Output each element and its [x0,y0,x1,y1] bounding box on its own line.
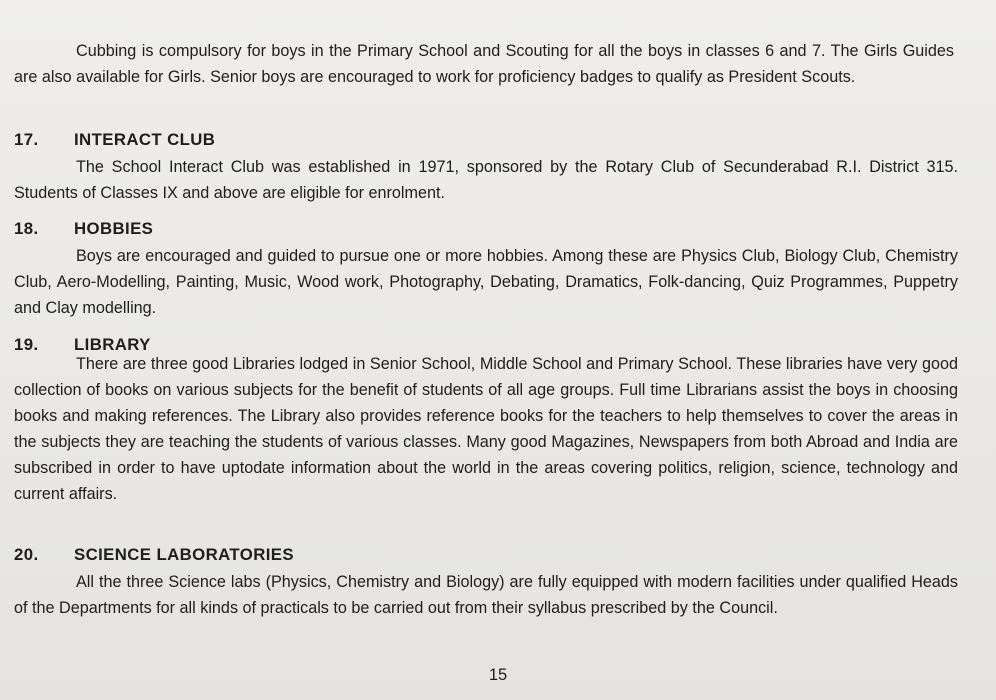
intro-text: Cubbing is compulsory for boys in the Primary School and Scouting for all the boys in classes 6 and 7. The Girls Guides are also available for Girls. Senior boys are encouraged to work for proficiency badges to qualify as President Scouts. [14,42,954,86]
page-number: 15 [488,666,508,684]
section-title: SCIENCE LABORATORIES [74,545,294,564]
section-title: HOBBIES [74,219,154,238]
section-hobbies [14,219,958,321]
section-heading [14,130,958,154]
section-body: There are three good Libraries lodged in Senior School, Middle School and Primary School. These libraries have very good collection of books on various subjects for the benefit of students of all age groups. Full time Librarians assist the boys in choosing books and making references. The Library also provides reference books for the teachers to help themselves to cover the areas in the subjects they are teaching the students of various classes. Many good Magazines, Newspapers from both Abroad and India are subscribed in order to have uptodate information about the world in the areas covering politics, religion, science, technology and current affairs. [14,355,958,503]
section-title: INTERACT CLUB [74,130,216,149]
section-library [14,335,958,507]
section-science-laboratories [14,545,958,621]
section-number: 17. [14,130,39,149]
section-heading [14,545,958,569]
section-title: LIBRARY [74,335,151,354]
section-heading [14,335,958,354]
section-body: The School Interact Club was established in 1971, sponsored by the Rotary Club of Secunderabad R.I. District 315. Students of Classes IX and above are eligible for enrolment. [14,158,958,202]
section-body: Boys are encouraged and guided to pursue one or more hobbies. Among these are Physics Club, Biology Club, Chemistry Club, Aero-Modelling, Painting, Music, Wood work, Photography, Debating, Dramatics, Folk-dancing, Quiz Programmes, Puppetry and Clay modelling. [14,247,958,317]
section-heading [14,219,958,243]
section-body: All the three Science labs (Physics, Chemistry and Biology) are fully equipped with modern facilities under qualified Heads of the Departments for all kinds of practicals to be carried out from their syllabus prescribed by the Council. [14,573,958,617]
intro-paragraph [14,38,954,90]
section-number: 19. [14,335,39,354]
section-number: 18. [14,219,39,238]
section-number: 20. [14,545,39,564]
section-interact-club [14,130,958,206]
